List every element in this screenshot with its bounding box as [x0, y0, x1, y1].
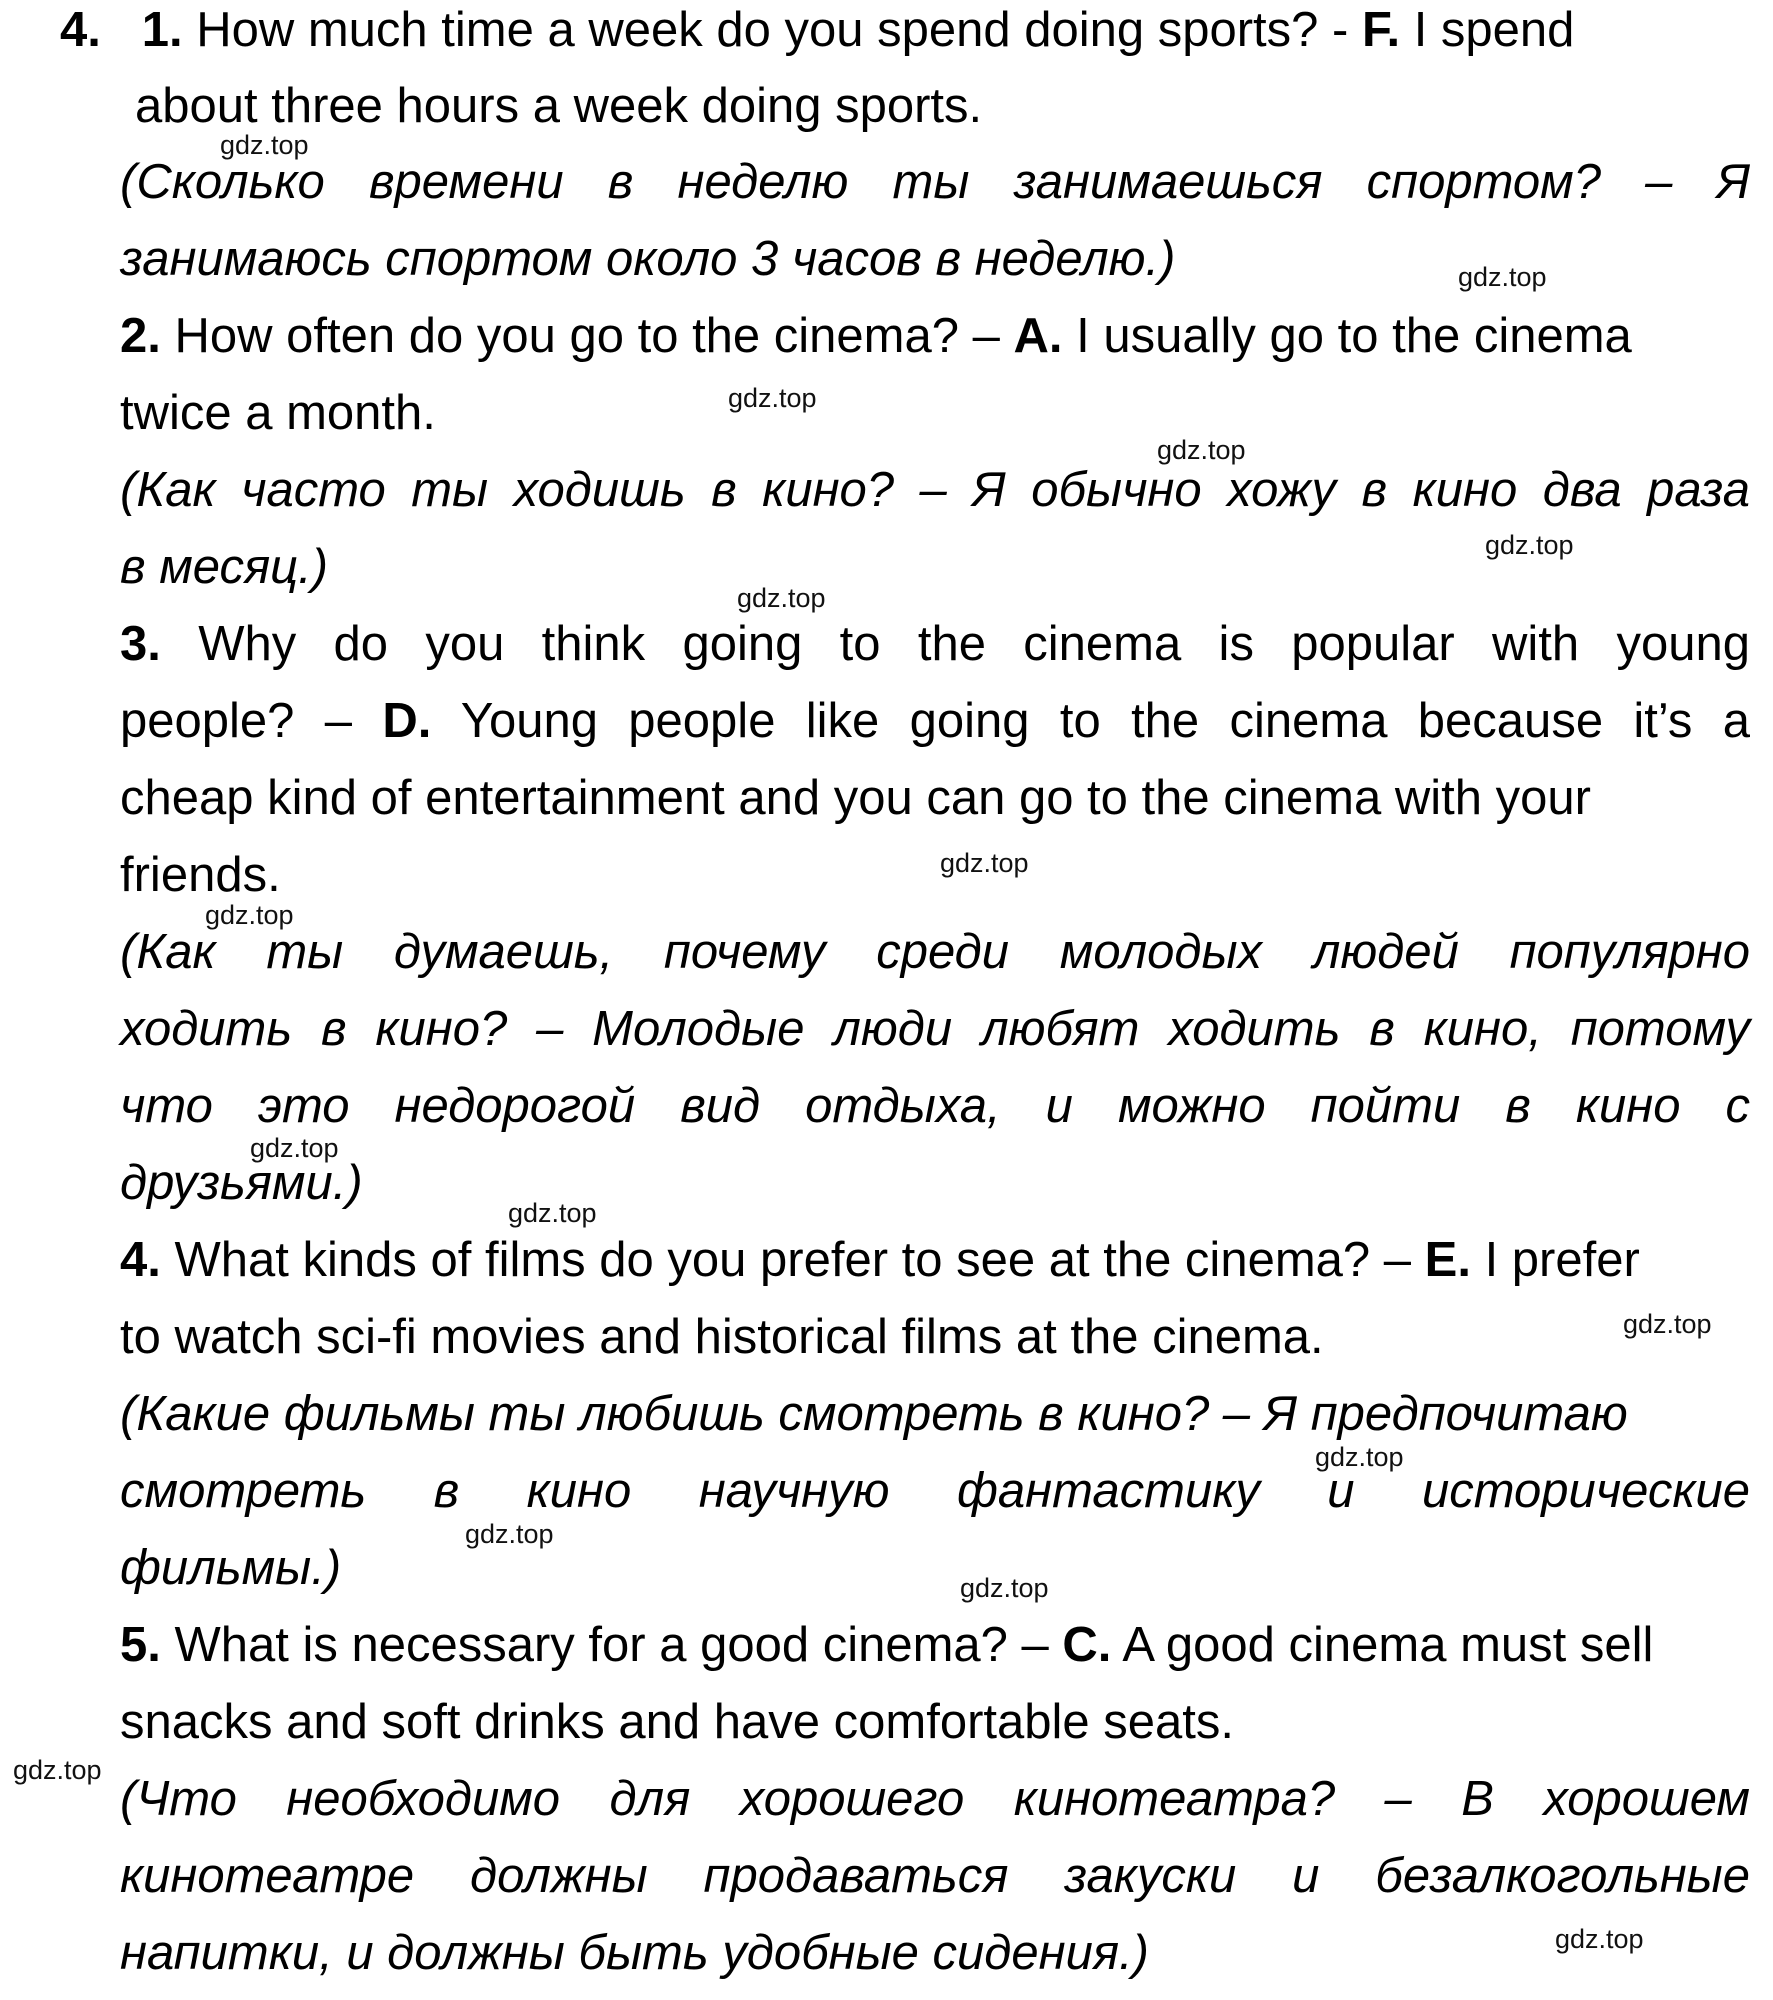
- item-2-line-1: [120, 306, 1632, 366]
- item-1-translation-2: занимаюсь спортом около 3 часов в неделю.): [120, 232, 1176, 286]
- watermark: gdz.top: [1623, 1309, 1712, 1339]
- item-3-answer-b: cheap kind of entertainment and you can go to the cinema with your: [120, 771, 1591, 825]
- watermark: gdz.top: [940, 848, 1029, 878]
- watermark: gdz.top: [205, 900, 294, 930]
- watermark: gdz.top: [250, 1133, 339, 1163]
- item-2-translation-2: в месяц.): [120, 540, 329, 594]
- watermark: gdz.top: [1485, 530, 1574, 560]
- item-2-answer-b: twice a month.: [120, 386, 436, 440]
- item-3-translation-2: ходить в кино? – Молодые люди любят ходить в кино, потому: [120, 1002, 1750, 1056]
- item-5-translation-3: напитки, и должны быть удобные сидения.): [120, 1926, 1149, 1980]
- item-1-translation-1: (Сколько времени в неделю ты занимаешься спортом? – Я: [120, 155, 1750, 209]
- item-4-answer-a: I prefer: [1484, 1233, 1640, 1287]
- item-5-number: 5.: [120, 1618, 161, 1672]
- item-3-line-2: [120, 691, 1750, 751]
- item-3-number: 3.: [120, 617, 161, 671]
- item-3-translation-3: что это недорогой вид отдыха, и можно пойти в кино с: [120, 1079, 1750, 1133]
- item-1-question: How much time a week do you spend doing sports? -: [196, 3, 1349, 57]
- item-1-letter: F.: [1361, 3, 1401, 57]
- item-3-line-1: [120, 614, 1750, 674]
- item-5-question: What is necessary for a good cinema? –: [174, 1618, 1049, 1672]
- watermark: gdz.top: [728, 383, 817, 413]
- item-2-number: 2.: [120, 309, 161, 363]
- item-3-translation-1: (Как ты думаешь, почему среди молодых людей популярно: [120, 925, 1750, 979]
- item-5-translation-1: (Что необходимо для хорошего кинотеатра? – В хорошем: [120, 1772, 1750, 1826]
- item-2-question: How often do you go to the cinema? –: [174, 309, 1000, 363]
- watermark: gdz.top: [1555, 1924, 1644, 1954]
- watermark: gdz.top: [1315, 1442, 1404, 1472]
- item-4-question: What kinds of films do you prefer to see at the cinema? –: [174, 1233, 1412, 1287]
- watermark: gdz.top: [13, 1755, 102, 1785]
- item-3-answer-a: Young people like going to the cinema because it’s a: [460, 694, 1750, 748]
- watermark: gdz.top: [465, 1519, 554, 1549]
- item-3-translation-4: друзьями.): [120, 1156, 363, 1210]
- item-2-letter: A.: [1013, 309, 1063, 363]
- item-3-question-a: Why do you think going to the cinema is popular with young: [198, 617, 1750, 671]
- item-5-line-1: [120, 1615, 1653, 1675]
- watermark: gdz.top: [220, 130, 309, 160]
- item-5-translation-2: кинотеатре должны продаваться закуски и безалкогольные: [120, 1849, 1750, 1903]
- exercise-number: 4.: [60, 3, 101, 57]
- item-5-answer-a: A good cinema must sell: [1122, 1618, 1654, 1672]
- item-1-number: 1.: [141, 3, 183, 57]
- item-4-translation-1: (Какие фильмы ты любишь смотреть в кино? – Я предпочитаю: [120, 1387, 1628, 1441]
- item-3-answer-c: friends.: [120, 848, 281, 902]
- item-2-answer-a: I usually go to the cinema: [1076, 309, 1632, 363]
- watermark: gdz.top: [1458, 262, 1547, 292]
- item-5-letter: C.: [1062, 1618, 1112, 1672]
- item-4-translation-2: смотреть в кино научную фантастику и исторические: [120, 1464, 1750, 1518]
- item-2-translation-1: (Как часто ты ходишь в кино? – Я обычно хожу в кино два раза: [120, 463, 1750, 517]
- item-4-number: 4.: [120, 1233, 161, 1287]
- item-5-answer-b: snacks and soft drinks and have comfortable seats.: [120, 1695, 1234, 1749]
- item-4-letter: E.: [1424, 1233, 1471, 1287]
- item-3-letter: D.: [382, 694, 432, 748]
- item-1-answer-b: about three hours a week doing sports.: [135, 79, 983, 133]
- item-4-translation-3: фильмы.): [120, 1541, 342, 1595]
- watermark: gdz.top: [1157, 435, 1246, 465]
- item-3-question-b: people? –: [120, 694, 352, 748]
- watermark: gdz.top: [737, 583, 826, 613]
- watermark: gdz.top: [508, 1198, 597, 1228]
- item-4-line-1: [120, 1230, 1640, 1290]
- item-1-answer-a: I spend: [1413, 3, 1575, 57]
- item-1-line-1: [60, 0, 1750, 60]
- watermark: gdz.top: [960, 1573, 1049, 1603]
- item-4-answer-b: to watch sci-fi movies and historical films at the cinema.: [120, 1310, 1324, 1364]
